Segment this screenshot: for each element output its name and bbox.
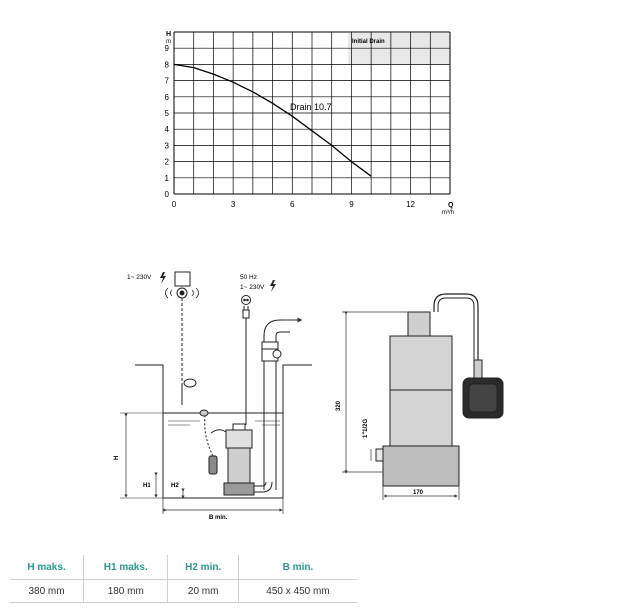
cell-b-min: 450 x 450 mm [238, 580, 357, 603]
lightning-icon [270, 280, 276, 292]
dim-h1-label: H1 [143, 483, 151, 489]
y-tick-label: 0 [164, 190, 169, 199]
cell-h-max: 380 mm [10, 580, 84, 603]
x-axis-label: Q [448, 202, 454, 209]
cell-h2-min: 20 mm [168, 580, 238, 603]
sump-pit [120, 365, 312, 498]
dim-width-label: 170 [413, 490, 424, 496]
y-axis-unit: m [166, 39, 171, 45]
table-header-row [10, 555, 357, 580]
pump-supply-voltage: 1~ 230V [240, 284, 265, 291]
dimensions-table [10, 555, 357, 603]
initial-drain-label: Initial Drain [352, 39, 385, 45]
float-switch-box [166, 272, 199, 405]
col-h2-min: H2 min. [168, 555, 238, 580]
series-label: Drain 10.7 [290, 102, 332, 112]
lightning-icon [160, 272, 166, 284]
y-tick-label: 4 [164, 125, 169, 135]
float-supply-label: 1~ 230V [127, 274, 152, 281]
x-axis-unit: m³/h [442, 210, 454, 216]
x-tick-label: 6 [290, 200, 295, 209]
x-tick-label: 12 [406, 200, 416, 209]
table-row [10, 580, 357, 603]
x-tick-label: 3 [230, 200, 236, 209]
dim-outlet-label: 1"1/2G [363, 418, 369, 438]
pit-dimensions [126, 415, 283, 514]
col-b-min: B min. [238, 555, 357, 580]
y-tick-label: 8 [164, 60, 169, 70]
y-tick-label: 6 [164, 92, 169, 102]
y-tick-label: 9 [164, 44, 169, 54]
dim-b-label: B min. [209, 515, 228, 521]
dim-h-label: H [114, 455, 120, 460]
y-tick-label: 5 [164, 109, 169, 118]
discharge-pipe [252, 320, 290, 492]
pump-detail-drawing [376, 294, 503, 486]
col-h-max: H maks. [10, 555, 84, 580]
col-h1-max: H1 maks. [84, 555, 168, 580]
x-tick-label: 0 [171, 200, 177, 209]
pump-supply-freq: 50 Hz [240, 274, 257, 281]
y-tick-label: 2 [164, 157, 169, 167]
plug-icon [242, 296, 251, 426]
dim-h2-label: H2 [171, 483, 179, 489]
cell-h1-max: 180 mm [84, 580, 168, 603]
y-tick-label: 3 [164, 141, 169, 151]
y-axis-label: H [166, 31, 172, 38]
dim-height-label: 320 [336, 400, 342, 411]
y-tick-label: 1 [164, 173, 169, 183]
y-tick-label: 7 [164, 76, 169, 86]
x-tick-label: 9 [349, 200, 354, 209]
